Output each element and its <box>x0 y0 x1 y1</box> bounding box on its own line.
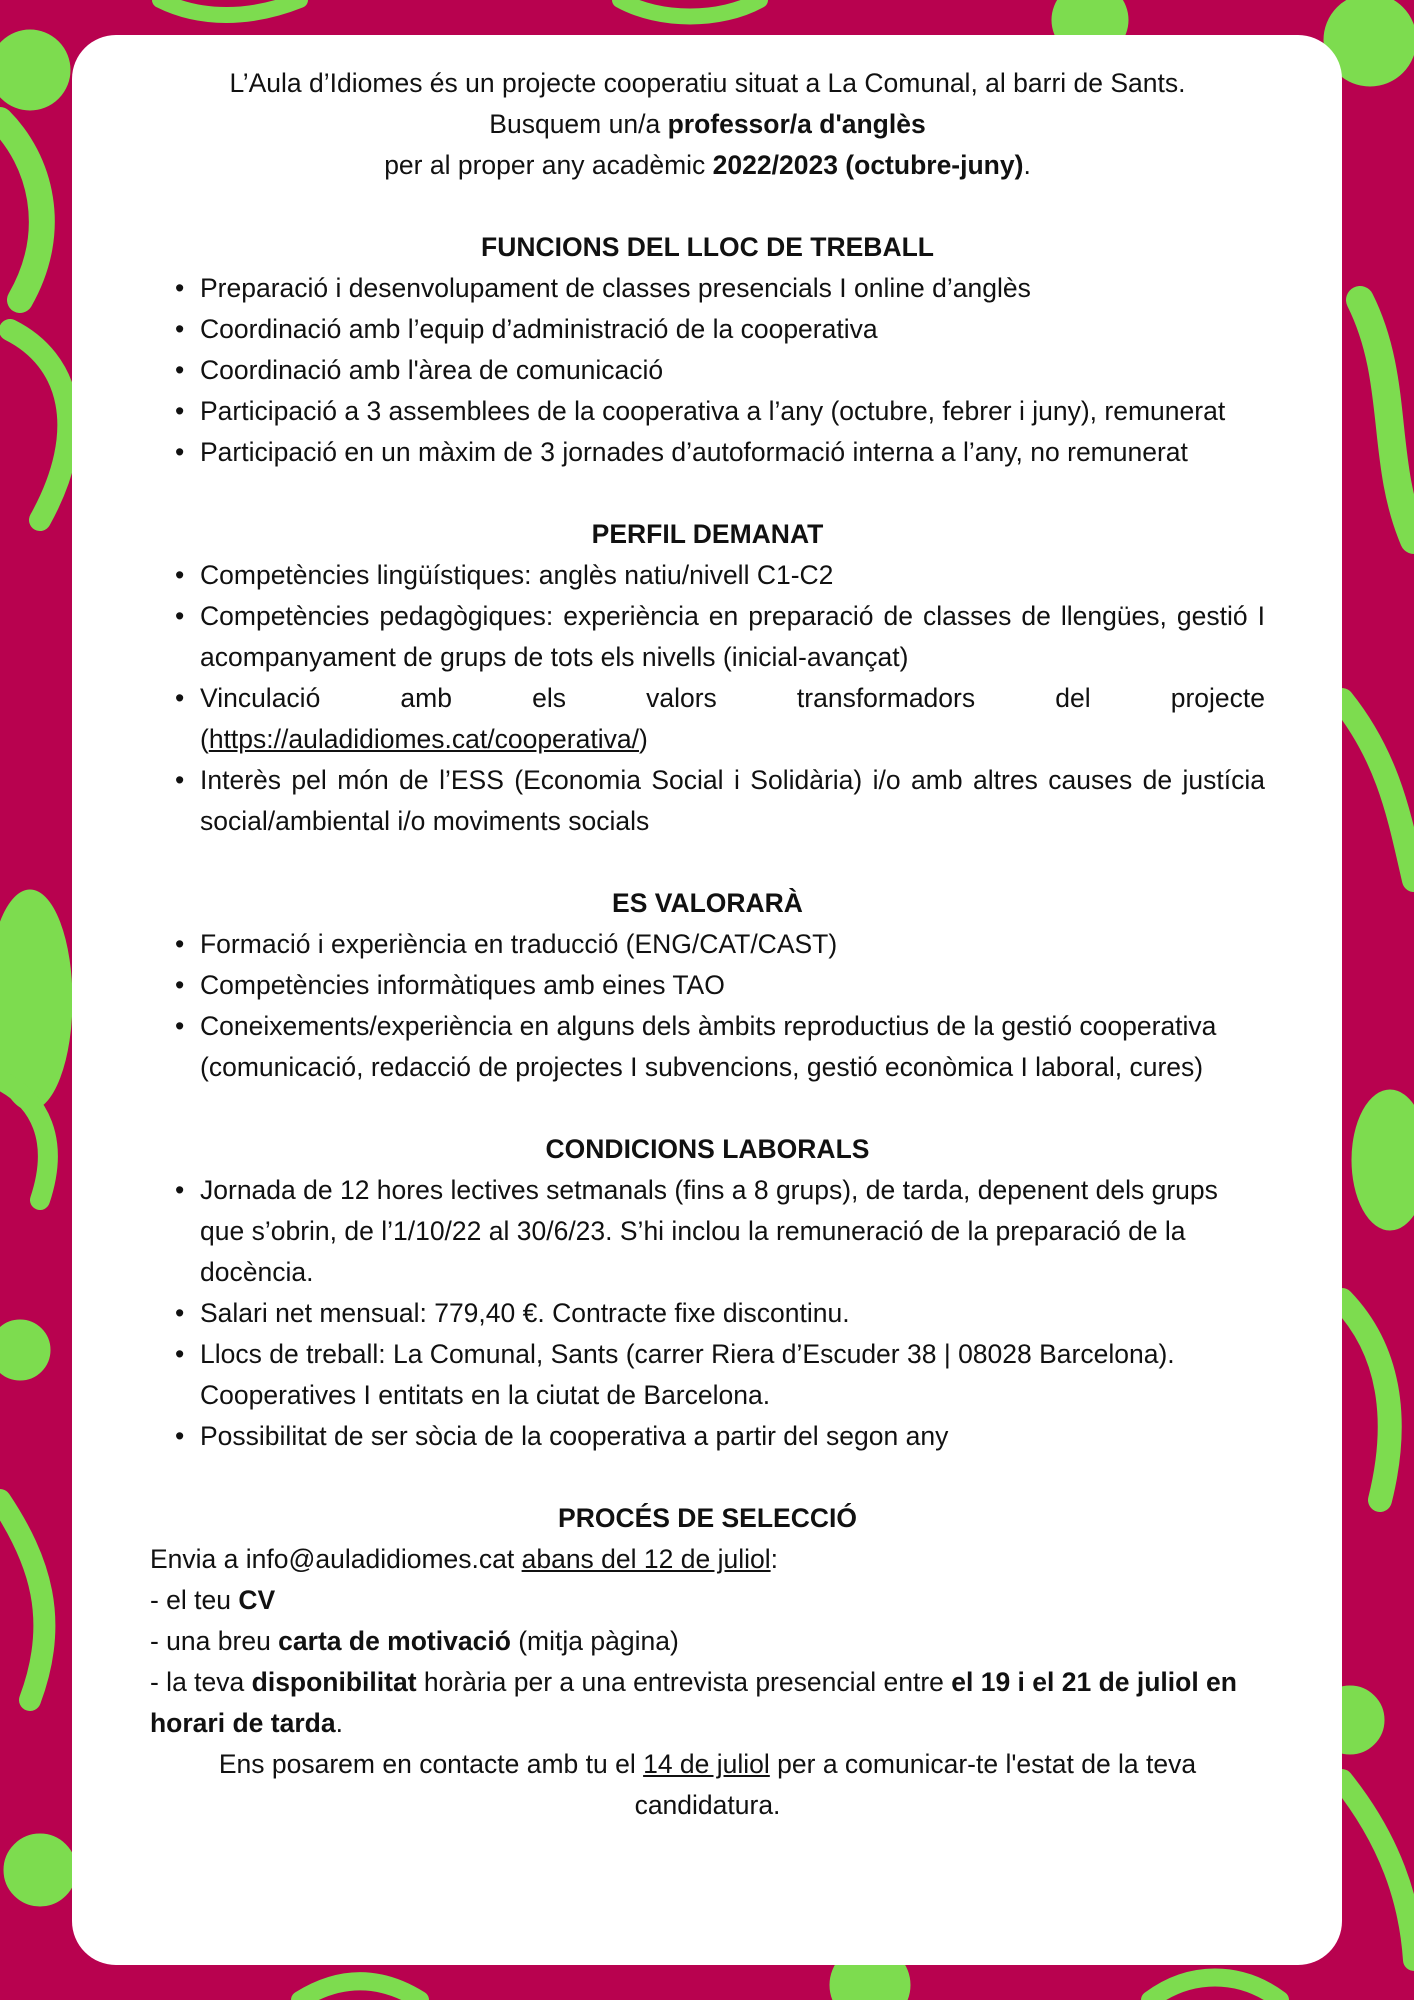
list-item: • Competències lingüístiques: anglès natiu/nivell C1-C2 <box>200 555 1265 596</box>
perfil-list <box>150 555 1265 842</box>
requirement-carta: - una breu carta de motivació (mitja pàgina) <box>150 1626 679 1656</box>
section-title-valorara: ES VALORARÀ <box>612 888 803 918</box>
list-item: • Vinculació amb els valors transformadors del projecte (https://auladidiomes.cat/cooperativa/) <box>200 678 1265 760</box>
academic-year: 2022/2023 (octubre-juny) <box>712 150 1024 180</box>
list-item: • Llocs de treball: La Comunal, Sants (carrer Riera d’Escuder 38 | 08028 Barcelona). Cooperatives I entitats en la ciutat de Barcelona. <box>200 1334 1265 1416</box>
list-item: • Salari net mensual: 779,40 €. Contracte fixe discontinu. <box>200 1293 1265 1334</box>
deadline: abans del 12 de juliol <box>521 1544 771 1574</box>
requirement-disponibilitat: - la teva disponibilitat horària per a una entrevista presencial entre el 19 i el 21 de juliol en horari de tarda. <box>150 1667 1237 1738</box>
list-item: • Coordinació amb l'àrea de comunicació <box>200 350 1265 391</box>
condicions-list <box>150 1170 1265 1457</box>
funcions-list <box>150 268 1265 473</box>
list-item: • Competències informàtiques amb eines TAO <box>200 965 1265 1006</box>
cooperativa-link[interactable]: https://auladidiomes.cat/cooperativa/ <box>208 724 639 754</box>
list-item: • Competències pedagògiques: experiència en preparació de classes de llengües, gestió I acompanyament de grups de tots els nivells (inicial-avançat) <box>200 596 1265 678</box>
contact-date: 14 de juliol <box>643 1749 770 1779</box>
document-content <box>150 63 1265 1826</box>
intro-line-1: L’Aula d’Idiomes és un projecte cooperatiu situat a La Comunal, al barri de Sants. <box>229 68 1186 98</box>
send-instruction: Envia a info@auladidiomes.cat abans del 12 de juliol: <box>150 1544 778 1574</box>
list-item: • Coordinació amb l’equip d’administració de la cooperativa <box>200 309 1265 350</box>
list-item: • Participació en un màxim de 3 jornades d’autoformació interna a l’any, no remunerat <box>200 432 1265 473</box>
list-item: • Coneixements/experiència en alguns dels àmbits reproductius de la gestió cooperativa (comunicació, redacció de projectes I subvencions, gestió econòmica I laboral, cures) <box>200 1006 1265 1088</box>
job-title: professor/a d'anglès <box>667 109 926 139</box>
section-title-proces: PROCÉS DE SELECCIÓ <box>558 1503 857 1533</box>
section-title-funcions: FUNCIONS DEL LLOC DE TREBALL <box>481 232 934 262</box>
list-item: • Participació a 3 assemblees de la cooperativa a l’any (octubre, febrer i juny), remunerat <box>200 391 1265 432</box>
contact-note: Ens posarem en contacte amb tu el 14 de juliol per a comunicar-te l'estat de la teva candidatura. <box>218 1749 1197 1820</box>
list-item: • Preparació i desenvolupament de classes presencials I online d’anglès <box>200 268 1265 309</box>
intro-line-3: per al proper any acadèmic 2022/2023 (octubre-juny). <box>384 150 1031 180</box>
list-item: • Jornada de 12 hores lectives setmanals (fins a 8 grups), de tarda, depenent dels grups que s’obrin, de l’1/10/22 al 30/6/23. S’hi inclou la remuneració de la preparació de la docència. <box>200 1170 1265 1293</box>
section-title-perfil: PERFIL DEMANAT <box>591 519 824 549</box>
requirement-cv: - el teu CV <box>150 1585 276 1615</box>
intro-line-2: Busquem un/a professor/a d'anglès <box>489 109 926 139</box>
section-title-condicions: CONDICIONS LABORALS <box>545 1134 870 1164</box>
list-item: • Possibilitat de ser sòcia de la cooperativa a partir del segon any <box>200 1416 1265 1457</box>
valorara-list <box>150 924 1265 1088</box>
list-item: • Interès pel món de l’ESS (Economia Social i Solidària) i/o amb altres causes de justícia social/ambiental i/o moviments socials <box>200 760 1265 842</box>
list-item: • Formació i experiència en traducció (ENG/CAT/CAST) <box>200 924 1265 965</box>
